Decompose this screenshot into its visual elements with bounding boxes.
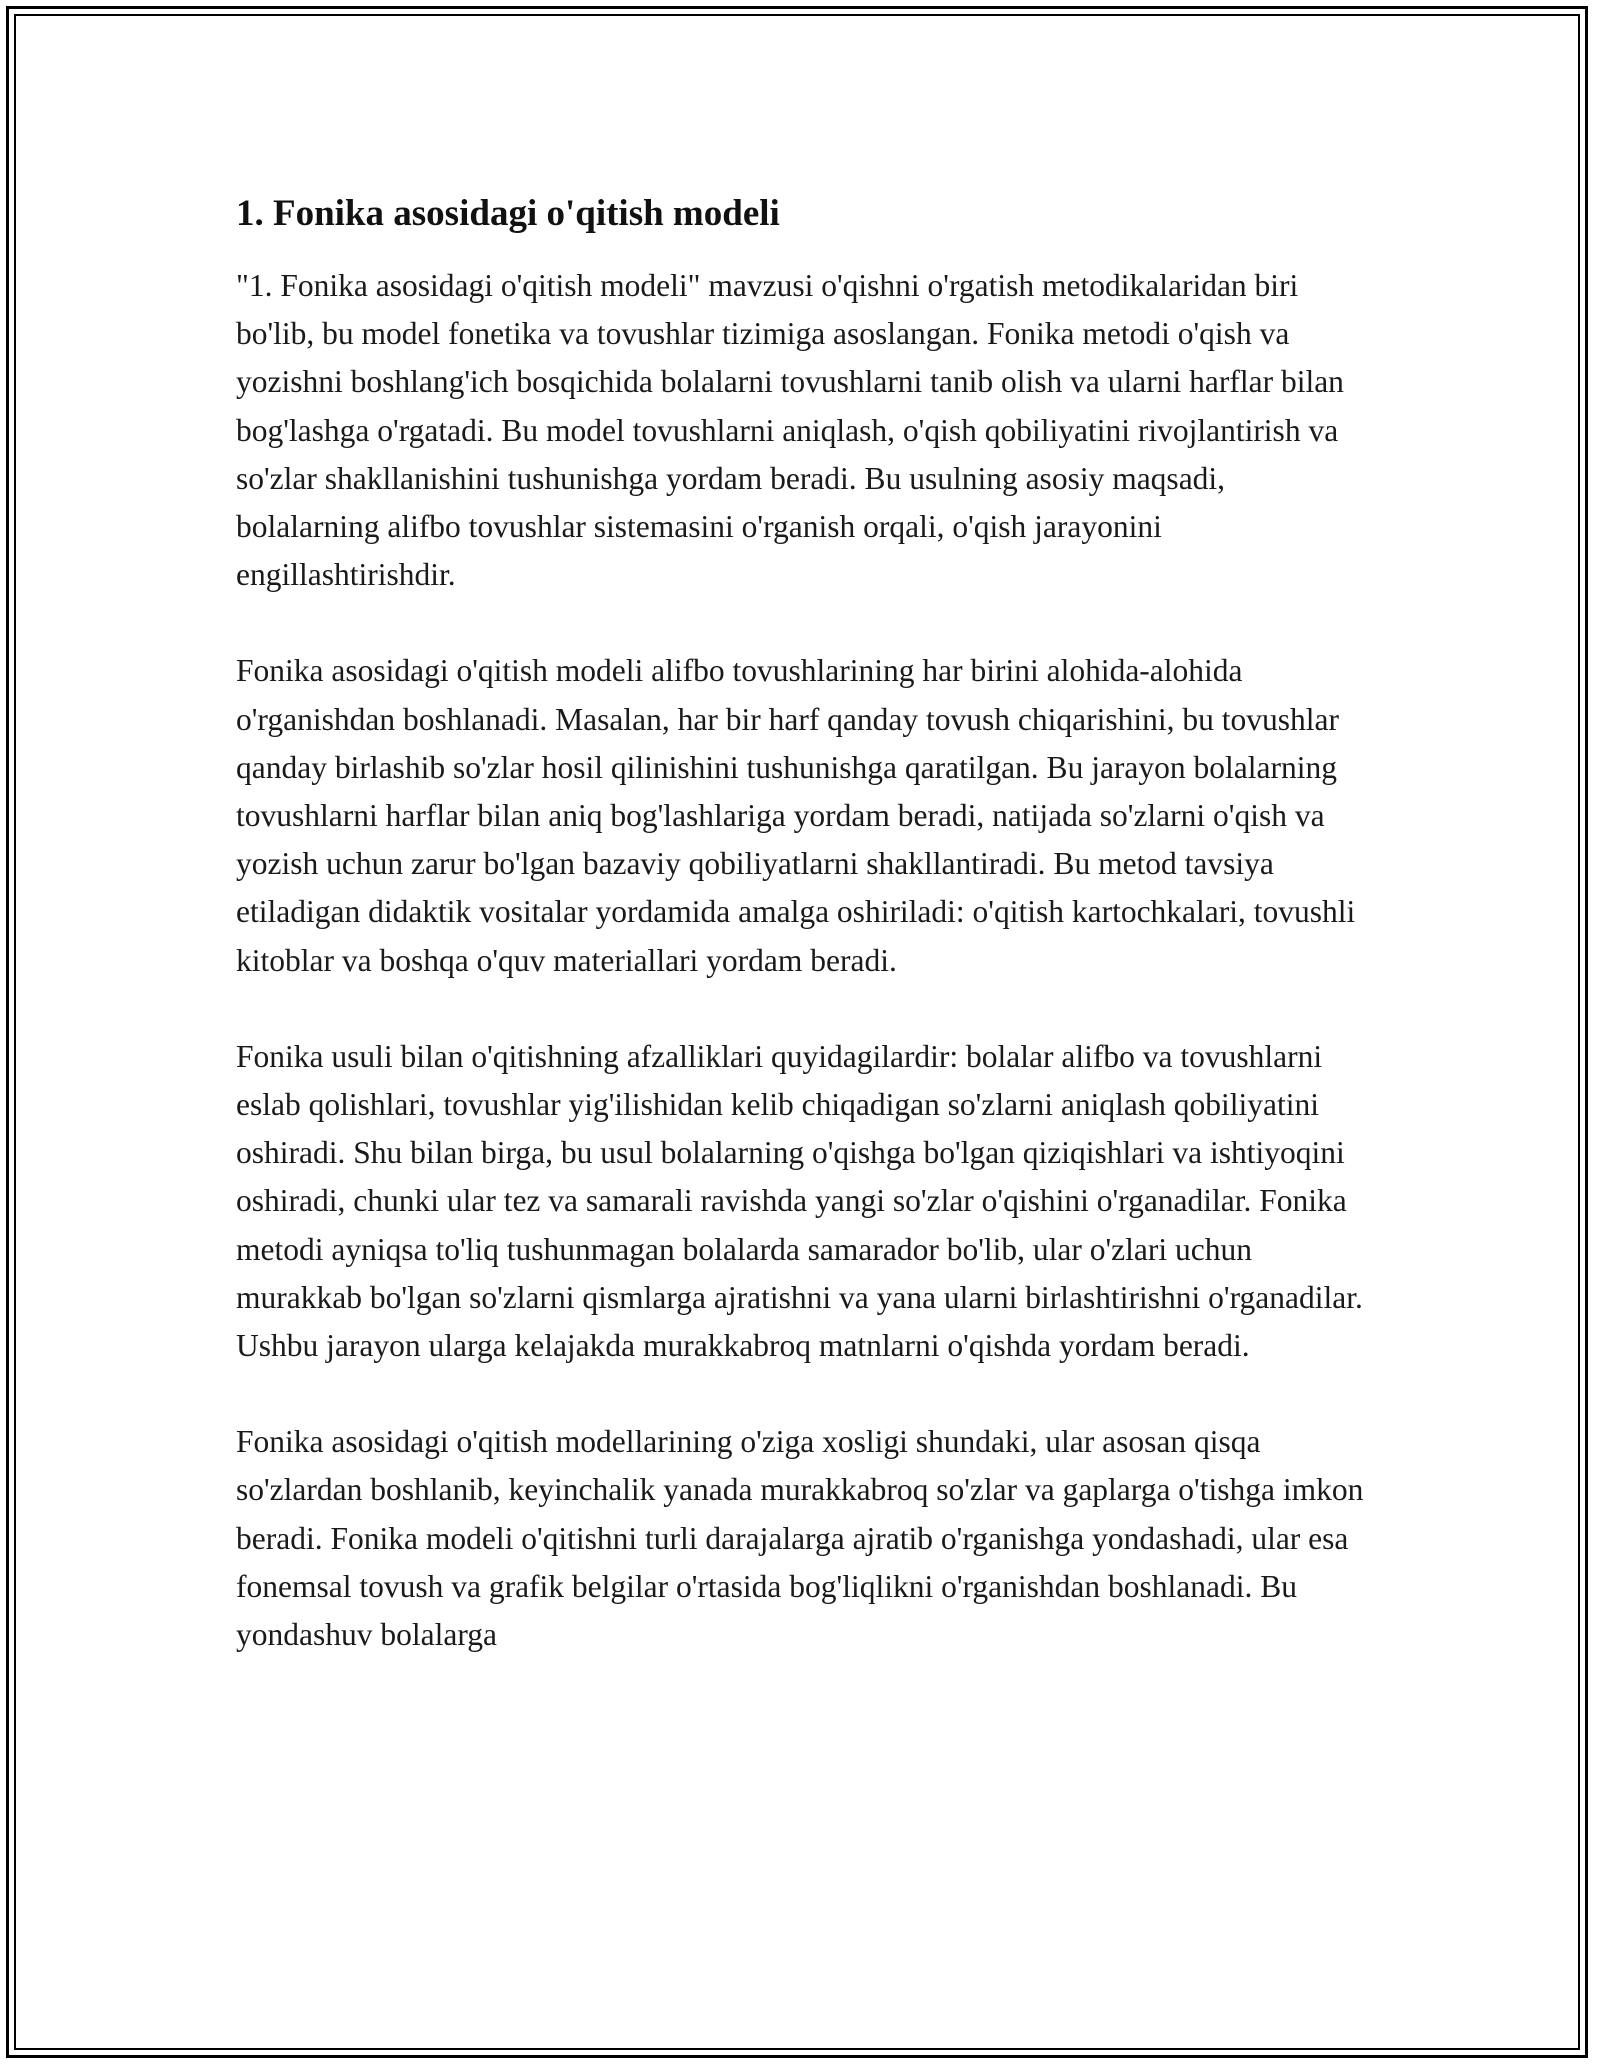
- document-body: [236, 186, 1366, 1707]
- section-heading: 1. Fonika asosidagi o'qitish modeli: [236, 193, 780, 234]
- paragraph-3: Fonika usuli bilan o'qitishning afzalliklari quyidagilardir: bolalar alifbo va tovushlarni eslab qolishlari, tovushlar yig'ilishidan kelib chiqadigan so'zlarni aniqlash qobiliyatini oshiradi. Shu bilan birga, bu usul bolalarning o'qishga bo'lgan qiziqishlari va ishtiyoqini oshiradi, chunki ular tez va samarali ravishda yangi so'zlar o'qishini o'rganadilar. Fonika metodi ayniqsa to'liq tushunmagan bolalarda samarador bo'lib, ular o'zlari uchun murakkab bo'lgan so'zlarni qismlarga ajratishni va yana ularni birlashtirishni o'rganadilar. Ushbu jarayon ularga kelajakda murakkabroq matnlarni o'qishda yordam beradi.: [236, 1038, 1363, 1364]
- paragraph-4: Fonika asosidagi o'qitish modellarining o'ziga xosligi shundaki, ular asosan qisqa so'zlardan boshlanib, keyinchalik yanada murakkabroq so'zlar va gaplarga o'tishga imkon beradi. Fonika modeli o'qitishni turli darajalarga ajratib o'rganishga yondashadi, ular esa fonemsal tovush va grafik belgilar o'rtasida bog'liqlikni o'rganishdan boshlanadi. Bu yondashuv bolalarga: [236, 1424, 1364, 1653]
- paragraph-1: "1. Fonika asosidagi o'qitish modeli" mavzusi o'qishni o'rgatish metodikalaridan biri bo'lib, bu model fonetika va tovushlar tizimiga asoslangan. Fonika metodi o'qish va yozishni boshlang'ich bosqichida bolalarni tovushlarni tanib olish va ularni harflar bilan bog'lashga o'rgatadi. Bu model tovushlarni aniqlash, o'qish qobiliyatini rivojlantirish va so'zlar shakllanishini tushunishga yordam beradi. Bu usulning asosiy maqsadi, bolalarning alifbo tovushlar sistemasini o'rganish orqali, o'qish jarayonini engillashtirishdir.: [236, 268, 1344, 593]
- paragraph-2: Fonika asosidagi o'qitish modeli alifbo tovushlarining har birini alohida-alohida o'rganishdan boshlanadi. Masalan, har bir harf qanday tovush chiqarishini, bu tovushlar qanday birlashib so'zlar hosil qilinishini tushunishga qaratilgan. Bu jarayon bolalarning tovushlarni harflar bilan aniq bog'lashlariga yordam beradi, natijada so'zlarni o'qish va yozish uchun zarur bo'lgan bazaviy qobiliyatlarni shakllantiradi. Bu metod tavsiya etiladigan didaktik vositalar yordamida amalga oshiriladi: o'qitish kartochkalari, tovushli kitoblar va boshqa o'quv materiallari yordam beradi.: [236, 653, 1356, 978]
